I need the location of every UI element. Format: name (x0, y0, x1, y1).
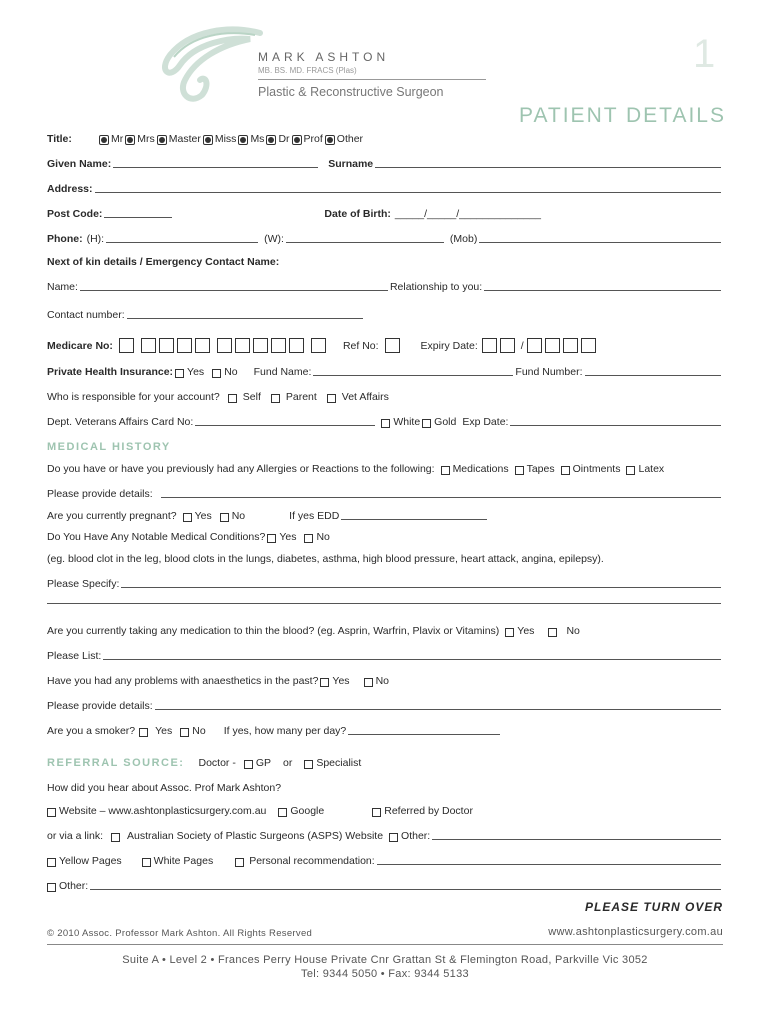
kin-name-label: Name: (47, 281, 78, 293)
responsible-self-checkbox[interactable] (228, 394, 237, 403)
notable-yes-checkbox[interactable] (267, 534, 276, 543)
responsible-parent-label: Parent (285, 391, 317, 403)
allergy-details-field[interactable] (161, 497, 721, 498)
specify-field-continued[interactable] (47, 603, 721, 604)
relationship-field[interactable] (484, 290, 721, 291)
pregnant-no-label: No (231, 510, 246, 522)
other-checkbox[interactable] (47, 883, 56, 892)
dva-white-checkbox[interactable] (381, 419, 390, 428)
edd-label: If yes EDD (289, 510, 340, 522)
allergy-medications-checkbox[interactable] (441, 466, 450, 475)
referred-doctor-checkbox[interactable] (372, 808, 381, 817)
surname-field[interactable] (375, 167, 721, 168)
yellow-pages-label: Yellow Pages (59, 855, 122, 867)
thin-blood-no-checkbox[interactable] (548, 628, 557, 637)
referral-gp-label: GP (255, 757, 271, 769)
surname-label: Surname (328, 158, 374, 170)
title-option-mr: Mr (111, 133, 124, 145)
title-master-radio[interactable] (157, 135, 167, 145)
title-label: Title: (47, 133, 72, 145)
contact-number-field[interactable] (127, 318, 363, 319)
thin-blood-yes-checkbox[interactable] (505, 628, 514, 637)
phone-label: Phone: (47, 233, 83, 245)
phone-h-label: (H): (86, 233, 105, 245)
allergy-ointments-checkbox[interactable] (561, 466, 570, 475)
specify-label: Please Specify: (47, 578, 120, 590)
footer-divider (47, 944, 723, 945)
title-dr-radio[interactable] (266, 135, 276, 145)
header-divider (258, 79, 486, 80)
anaesthetics-no-checkbox[interactable] (364, 678, 373, 687)
title-mrs-radio[interactable] (125, 135, 135, 145)
copyright: © 2010 Assoc. Professor Mark Ashton. All Rights Reserved (47, 928, 313, 939)
expiry-date-label: Expiry Date: (420, 339, 478, 352)
referral-specialist-checkbox[interactable] (304, 760, 313, 769)
notable-conditions-question: Do You Have Any Notable Medical Conditions? (47, 531, 266, 543)
referral-or-label: or (283, 757, 293, 769)
smoker-how-many-field[interactable] (348, 734, 500, 735)
expiry-slash: / (520, 339, 524, 352)
personal-rec-label: Personal recommendation: (249, 855, 375, 867)
fund-number-label: Fund Number: (515, 366, 583, 378)
allergy-latex-label: Latex (638, 463, 665, 475)
allergy-details-label: Please provide details: (47, 488, 153, 500)
medicare-number-boxes[interactable] (119, 338, 329, 353)
allergy-medications-label: Medications (452, 463, 509, 475)
medication-list-label: Please List: (47, 650, 102, 662)
personal-rec-field[interactable] (377, 864, 721, 865)
post-code-label: Post Code: (47, 208, 103, 220)
header-role: Plastic & Reconstructive Surgeon (258, 85, 444, 99)
phone-w-label: (W): (264, 233, 284, 245)
dva-exp-field[interactable] (510, 425, 721, 426)
title-option-master: Master (168, 133, 201, 145)
phi-no-checkbox[interactable] (212, 369, 221, 378)
medicare-label: Medicare No: (47, 339, 113, 352)
anaesthetics-details-field[interactable] (155, 709, 721, 710)
dva-card-field[interactable] (195, 425, 375, 426)
title-prof-radio[interactable] (292, 135, 302, 145)
other-label: Other: (59, 880, 89, 892)
address-field[interactable] (95, 192, 721, 193)
expiry-month-boxes[interactable] (482, 338, 518, 353)
footer-phone: Tel: 9344 5050 • Fax: 9344 5133 (301, 968, 469, 980)
kin-name-field[interactable] (80, 290, 388, 291)
website-checkbox[interactable] (47, 808, 56, 817)
header-quals: MB. BS. MD. FRACS (Plas) (258, 66, 357, 75)
referred-doctor-label: Referred by Doctor (384, 805, 473, 817)
title-ms-radio[interactable] (238, 135, 248, 145)
phone-mobile-field[interactable] (479, 242, 721, 243)
google-label: Google (290, 805, 325, 817)
how-hear-question: How did you hear about Assoc. Prof Mark Ashton? (47, 782, 282, 794)
ref-no-box[interactable] (385, 338, 400, 353)
asps-checkbox[interactable] (111, 833, 120, 842)
fund-name-field[interactable] (313, 375, 513, 376)
smoker-how-many-label: If yes, how many per day? (223, 725, 347, 737)
dva-exp-label: Exp Date: (462, 416, 509, 428)
fund-number-field[interactable] (585, 375, 721, 376)
medication-list-field[interactable] (103, 659, 721, 660)
title-option-dr: Dr (278, 133, 290, 145)
footer-website: www.ashtonplasticsurgery.com.au (548, 926, 723, 938)
white-pages-checkbox[interactable] (142, 858, 151, 867)
thin-blood-no-label: No (566, 625, 580, 637)
responsible-self-label: Self (242, 391, 261, 403)
page-number: 1 (693, 32, 716, 76)
anaesthetics-yes-label: Yes (332, 675, 350, 687)
title-other-radio[interactable] (325, 135, 335, 145)
responsible-parent-checkbox[interactable] (271, 394, 280, 403)
anaesthetics-question: Have you had any problems with anaesthetics in the past? (47, 675, 319, 687)
referral-specialist-label: Specialist (316, 757, 362, 769)
notable-no-checkbox[interactable] (304, 534, 313, 543)
smoker-no-checkbox[interactable] (180, 728, 189, 737)
relationship-label: Relationship to you: (389, 281, 483, 293)
title-option-miss: Miss (214, 133, 237, 145)
allergies-question: Do you have or have you previously had any Allergies or Reactions to the following: (47, 463, 435, 475)
other-field[interactable] (90, 889, 721, 890)
smoker-yes-checkbox[interactable] (139, 728, 148, 737)
referral-doctor-label: Doctor - (198, 757, 236, 769)
fund-name-label: Fund Name: (253, 366, 312, 378)
title-option-mrs: Mrs (137, 133, 155, 145)
pregnant-yes-checkbox[interactable] (183, 513, 192, 522)
asps-label: Australian Society of Plastic Surgeons (ASPS) Website (127, 830, 384, 842)
via-other-field[interactable] (432, 839, 721, 840)
edd-field[interactable] (341, 519, 487, 520)
phone-home-field[interactable] (106, 242, 258, 243)
phi-yes-label: Yes (187, 366, 205, 378)
page-title: PATIENT DETAILS (519, 104, 726, 127)
post-code-field[interactable] (104, 217, 172, 218)
footer-address: Suite A • Level 2 • Frances Perry House Private Cnr Grattan St & Flemington Road, Parkville Vic 3052 (122, 954, 648, 966)
responsible-vet-checkbox[interactable] (327, 394, 336, 403)
given-name-field[interactable] (113, 167, 318, 168)
title-option-ms: Ms (250, 133, 265, 145)
dva-label: Dept. Veterans Affairs Card No: (47, 416, 194, 428)
via-other-label: Other: (401, 830, 431, 842)
allergy-tapes-label: Tapes (526, 463, 555, 475)
yellow-pages-checkbox[interactable] (47, 858, 56, 867)
personal-rec-checkbox[interactable] (235, 858, 244, 867)
phi-yes-checkbox[interactable] (175, 369, 184, 378)
dob-label: Date of Birth: (324, 208, 391, 220)
responsible-vet-label: Vet Affairs (341, 391, 389, 403)
referral-gp-checkbox[interactable] (244, 760, 253, 769)
phi-label: Private Health Insurance: (47, 366, 174, 378)
conditions-examples: (eg. blood clot in the leg, blood clots in the lungs, diabetes, asthma, high blood pressure, heart attack, angina, epilepsy). (47, 553, 604, 565)
expiry-year-boxes[interactable] (527, 338, 599, 353)
smoker-yes-label: Yes (155, 725, 173, 737)
medical-history-heading: MEDICAL HISTORY (47, 441, 171, 453)
dva-gold-label: Gold (434, 416, 457, 428)
logo-swoosh (150, 25, 265, 115)
anaesthetics-no-label: No (375, 675, 389, 687)
title-option-prof: Prof (303, 133, 323, 145)
specify-field[interactable] (121, 587, 721, 588)
title-miss-radio[interactable] (203, 135, 213, 145)
smoker-no-label: No (192, 725, 206, 737)
allergy-tapes-checkbox[interactable] (515, 466, 524, 475)
contact-number-label: Contact number: (47, 309, 125, 321)
google-checkbox[interactable] (278, 808, 287, 817)
header-name: MARK ASHTON (258, 50, 390, 64)
responsible-label: Who is responsible for your account? (47, 391, 220, 403)
anaesthetics-yes-checkbox[interactable] (320, 678, 329, 687)
next-of-kin-heading: Next of kin details / Emergency Contact Name: (47, 256, 280, 268)
given-name-label: Given Name: (47, 158, 112, 170)
thin-blood-yes-label: Yes (517, 625, 535, 637)
white-pages-label: White Pages (153, 855, 214, 867)
allergy-ointments-label: Ointments (572, 463, 621, 475)
dva-white-label: White (393, 416, 421, 428)
phone-mob-label: (Mob) (449, 233, 478, 245)
ref-no-label: Ref No: (342, 339, 379, 352)
pregnant-question: Are you currently pregnant? (47, 510, 177, 522)
via-link-label: or via a link: (47, 830, 104, 842)
dva-gold-checkbox[interactable] (422, 419, 431, 428)
title-mr-radio[interactable] (99, 135, 109, 145)
please-turn-over: PLEASE TURN OVER (584, 900, 723, 914)
allergy-latex-checkbox[interactable] (626, 466, 635, 475)
anaesthetics-details-label: Please provide details: (47, 700, 153, 712)
phone-work-field[interactable] (286, 242, 444, 243)
pregnant-no-checkbox[interactable] (220, 513, 229, 522)
thin-blood-question: Are you currently taking any medication to thin the blood? (eg. Asprin, Warfrin, Plavix or Vitamins) (47, 625, 500, 637)
notable-yes-label: Yes (279, 531, 297, 543)
title-option-other: Other (336, 133, 364, 145)
website-label: Website – www.ashtonplasticsurgery.com.au (59, 805, 267, 817)
dob-field[interactable]: _____/_____/______________ (394, 208, 541, 220)
smoker-question: Are you a smoker? (47, 725, 136, 737)
via-other-checkbox[interactable] (389, 833, 398, 842)
phi-no-label: No (224, 366, 238, 378)
referral-heading: REFERRAL SOURCE: (47, 757, 185, 769)
pregnant-yes-label: Yes (194, 510, 212, 522)
address-label: Address: (47, 183, 93, 195)
notable-no-label: No (316, 531, 330, 543)
